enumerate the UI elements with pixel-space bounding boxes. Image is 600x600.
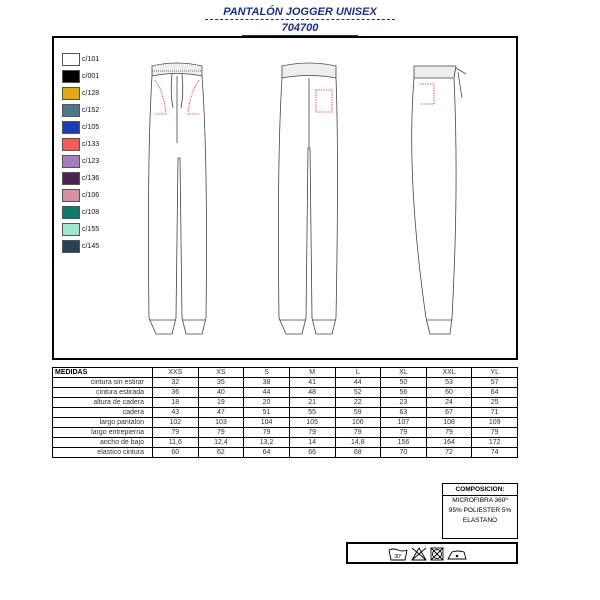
- measurement-value: 70: [381, 448, 427, 458]
- measurement-value: 41: [289, 378, 335, 388]
- measurement-value: 43: [153, 408, 199, 418]
- size-header: XL: [381, 368, 427, 378]
- measurement-value: 19: [198, 398, 244, 408]
- measurement-row: [53, 398, 518, 408]
- measurement-label: cintura estirada: [53, 388, 153, 398]
- measurement-row: [53, 378, 518, 388]
- measurement-value: 36: [153, 388, 199, 398]
- measurement-value: 48: [289, 388, 335, 398]
- measurement-value: 63: [381, 408, 427, 418]
- measurement-value: 14: [289, 438, 335, 448]
- measurement-value: 50: [381, 378, 427, 388]
- measurement-value: 11,6: [153, 438, 199, 448]
- size-header: M: [289, 368, 335, 378]
- measurement-value: 55: [289, 408, 335, 418]
- composition-line: ELASTANO: [462, 517, 498, 524]
- color-code-label: c/133: [82, 141, 100, 148]
- measurements-header-row: [53, 368, 518, 378]
- measurement-value: 106: [335, 418, 381, 428]
- measurement-value: 79: [335, 428, 381, 438]
- measurement-value: 172: [472, 438, 518, 448]
- product-title-text: PANTALÓN JOGGER UNISEX: [205, 6, 395, 20]
- measurement-row: [53, 438, 518, 448]
- measurement-value: 25: [472, 398, 518, 408]
- measurement-value: 13,2: [244, 438, 290, 448]
- color-code-label: c/145: [82, 243, 100, 250]
- measurement-value: 102: [153, 418, 199, 428]
- measurement-value: 79: [426, 428, 472, 438]
- measurements-header-label: MEDIDAS: [53, 368, 153, 378]
- no-tumble-dry-icon: [431, 548, 443, 560]
- color-code-label: c/108: [82, 209, 100, 216]
- color-code-label: c/152: [82, 107, 100, 114]
- measurement-value: 44: [335, 378, 381, 388]
- product-code-text: 704700: [242, 22, 359, 36]
- product-title: [0, 6, 600, 18]
- measurement-value: 38: [244, 378, 290, 388]
- measurement-value: 60: [153, 448, 199, 458]
- size-header: S: [244, 368, 290, 378]
- pants-flat-sketches: [54, 38, 516, 358]
- measurement-value: 64: [244, 448, 290, 458]
- measurement-label: altura de cadera: [53, 398, 153, 408]
- measurement-value: 105: [289, 418, 335, 428]
- measurement-value: 14,8: [335, 438, 381, 448]
- measurement-value: 23: [381, 398, 427, 408]
- measurement-label: elastico cintura: [53, 448, 153, 458]
- iron-icon: [448, 551, 466, 559]
- measurements-table: [52, 367, 518, 458]
- measurement-value: 103: [198, 418, 244, 428]
- measurement-row: [53, 448, 518, 458]
- measurement-row: [53, 418, 518, 428]
- measurement-value: 44: [244, 388, 290, 398]
- color-code-label: c/106: [82, 192, 100, 199]
- measurement-value: 107: [381, 418, 427, 428]
- measurement-label: cintura sin estirar: [53, 378, 153, 388]
- color-code-label: c/105: [82, 124, 100, 131]
- composition-line: 95% POLIESTER 5%: [448, 507, 512, 514]
- measurement-value: 22: [335, 398, 381, 408]
- measurement-value: 79: [198, 428, 244, 438]
- technical-drawing-panel: [52, 36, 518, 360]
- measurement-value: 71: [472, 408, 518, 418]
- measurement-value: 20: [244, 398, 290, 408]
- color-code-label: c/001: [82, 73, 100, 80]
- size-header: XS: [198, 368, 244, 378]
- measurement-label: ancho de bajo: [53, 438, 153, 448]
- size-header: XXL: [426, 368, 472, 378]
- product-code: [0, 22, 600, 34]
- measurement-label: largo pantalon: [53, 418, 153, 428]
- measurement-value: 104: [244, 418, 290, 428]
- composition-box: [442, 483, 518, 539]
- measurement-value: 53: [426, 378, 472, 388]
- color-code-label: c/155: [82, 226, 100, 233]
- measurement-value: 24: [426, 398, 472, 408]
- measurement-value: 56: [381, 388, 427, 398]
- measurement-value: 109: [472, 418, 518, 428]
- measurement-label: largo entrepierna: [53, 428, 153, 438]
- side-view-sketch: [412, 66, 466, 334]
- measurement-value: 68: [335, 448, 381, 458]
- measurement-value: 47: [198, 408, 244, 418]
- measurement-value: 57: [472, 378, 518, 388]
- size-header: L: [335, 368, 381, 378]
- measurement-value: 12,4: [198, 438, 244, 448]
- color-code-label: c/128: [82, 90, 100, 97]
- measurement-value: 51: [244, 408, 290, 418]
- wash-temp-label: 30°: [394, 554, 402, 560]
- composition-line: MICROFIBRA 360º: [452, 497, 508, 504]
- measurement-label: cadera: [53, 408, 153, 418]
- measurement-value: 62: [198, 448, 244, 458]
- measurement-row: [53, 408, 518, 418]
- color-code-label: c/136: [82, 175, 100, 182]
- wash-30-icon: [389, 549, 407, 560]
- back-view-sketch: [278, 63, 337, 334]
- measurement-value: 72: [426, 448, 472, 458]
- measurement-value: 64: [472, 388, 518, 398]
- measurement-value: 59: [335, 408, 381, 418]
- measurement-value: 52: [335, 388, 381, 398]
- size-header: XXS: [153, 368, 199, 378]
- measurement-value: 74: [472, 448, 518, 458]
- care-instructions-box: [346, 542, 518, 564]
- measurement-value: 35: [198, 378, 244, 388]
- measurement-value: 156: [381, 438, 427, 448]
- measurement-value: 108: [426, 418, 472, 428]
- measurement-value: 32: [153, 378, 199, 388]
- composition-title: COMPOSICION:: [443, 484, 517, 496]
- measurement-row: [53, 388, 518, 398]
- measurement-value: 18: [153, 398, 199, 408]
- measurement-value: 21: [289, 398, 335, 408]
- measurement-value: 79: [381, 428, 427, 438]
- front-view-sketch: [148, 63, 206, 334]
- measurement-value: 79: [472, 428, 518, 438]
- no-bleach-icon: [412, 548, 426, 560]
- measurement-value: 79: [153, 428, 199, 438]
- color-code-label: c/123: [82, 158, 100, 165]
- measurement-value: 79: [289, 428, 335, 438]
- measurement-row: [53, 428, 518, 438]
- measurement-value: 66: [289, 448, 335, 458]
- size-header: YL: [472, 368, 518, 378]
- measurement-value: 40: [198, 388, 244, 398]
- measurement-value: 67: [426, 408, 472, 418]
- measurement-value: 60: [426, 388, 472, 398]
- color-code-label: c/101: [82, 56, 100, 63]
- measurement-value: 79: [244, 428, 290, 438]
- measurement-value: 164: [426, 438, 472, 448]
